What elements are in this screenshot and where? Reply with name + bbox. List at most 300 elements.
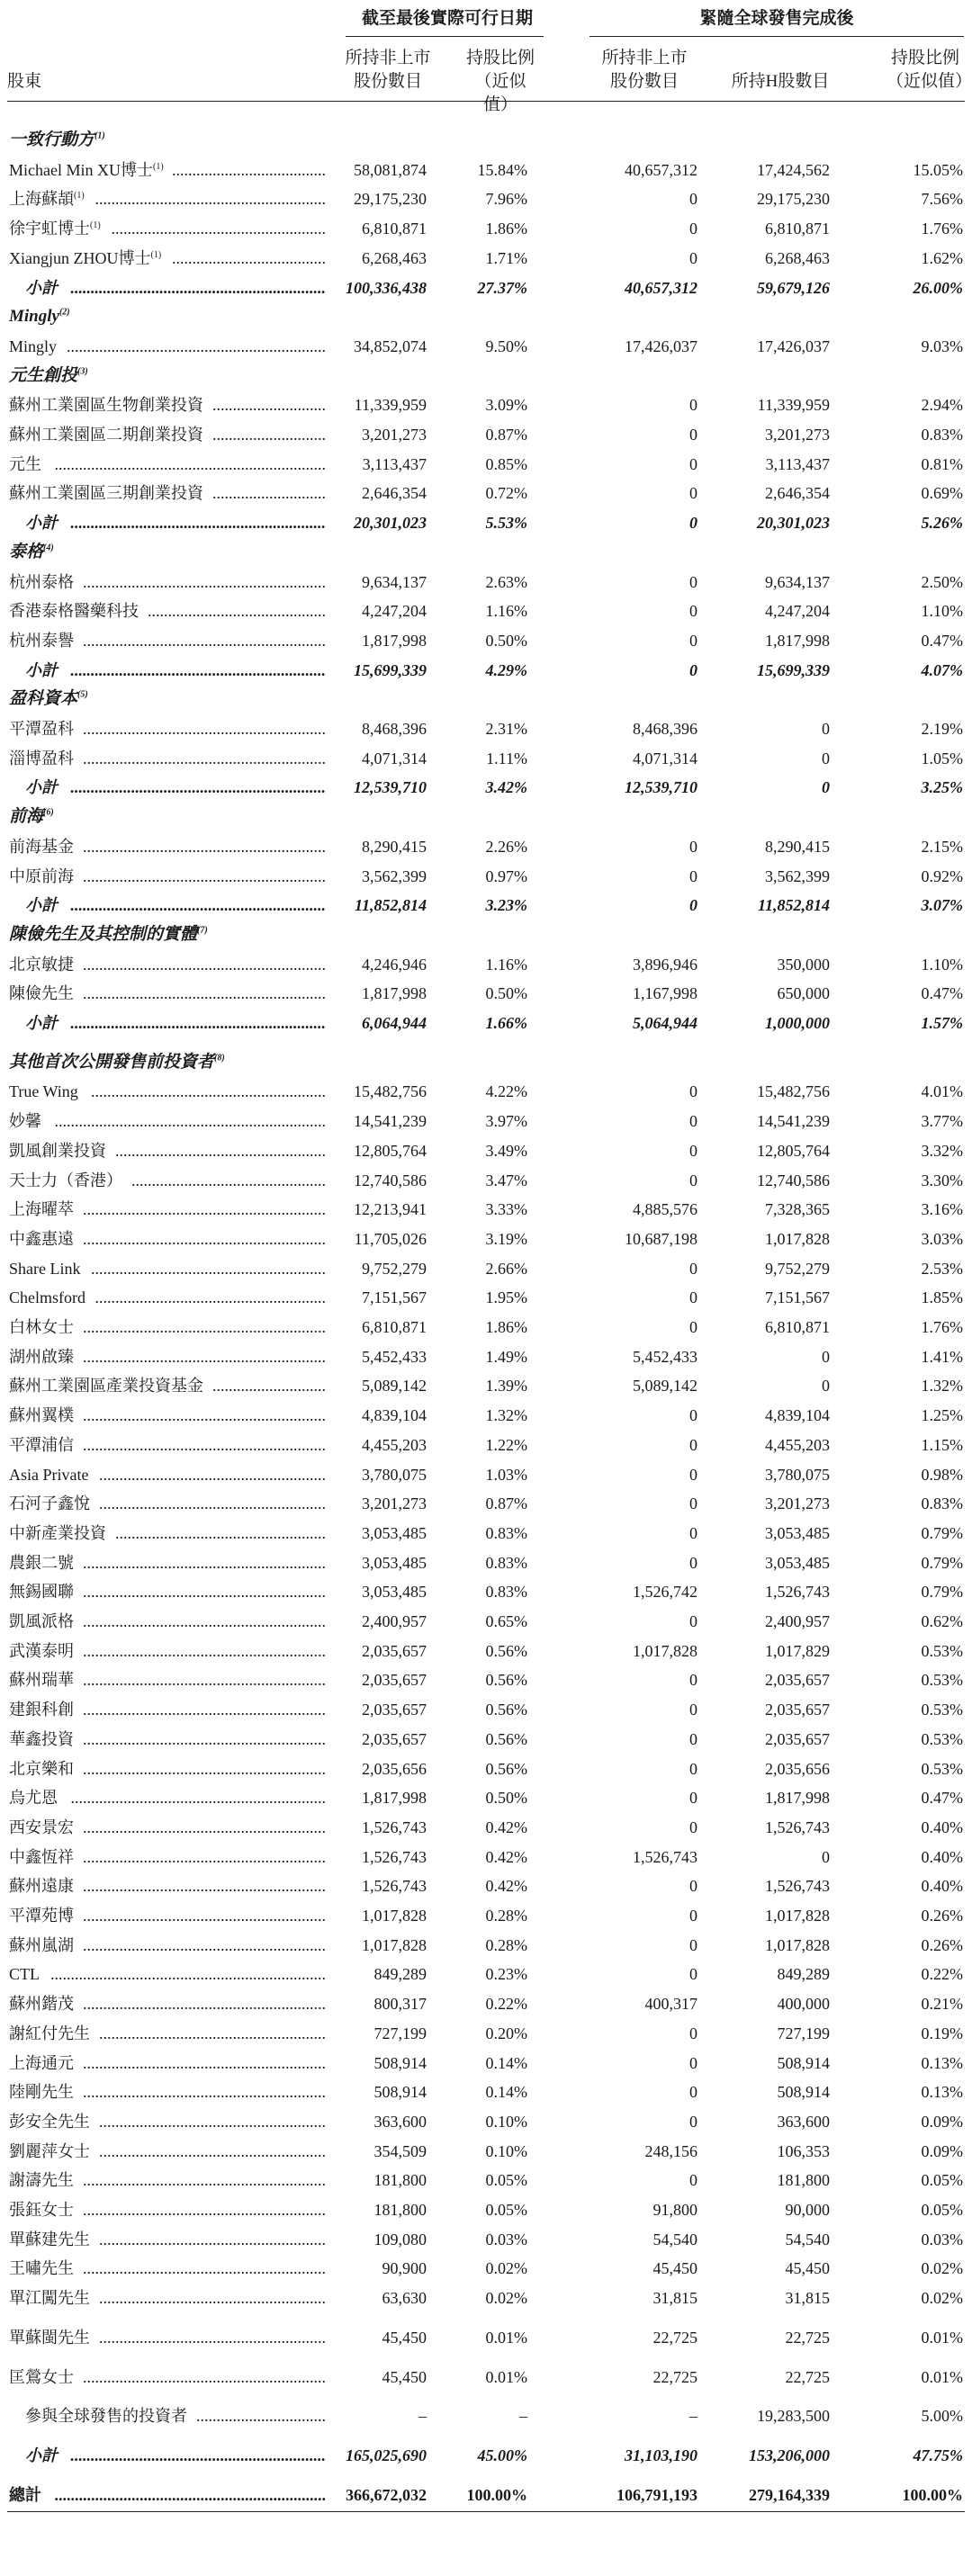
footnote-marker: (3) xyxy=(77,366,88,377)
row-label-text: 參與全球發售的投資者 xyxy=(25,2407,187,2426)
cell-c2: 0.22% xyxy=(485,1995,527,2014)
cell-c5: 9.03% xyxy=(921,337,963,355)
cell-c2: 0.02% xyxy=(485,2259,527,2278)
cell-c4: 59,679,126 xyxy=(757,278,830,297)
cell-c2: 0.03% xyxy=(485,2230,527,2248)
dot-leader: ............................................................... xyxy=(70,896,326,915)
cell-c3: 0 xyxy=(689,1729,698,1748)
cell-c5: 0.79% xyxy=(921,1553,963,1572)
cell-c5: 0.26% xyxy=(921,1907,963,1925)
table-row xyxy=(0,332,972,361)
row-label-text: 蘇州嵐湖 xyxy=(9,1935,74,1954)
cell-c1: 12,805,764 xyxy=(354,1141,427,1160)
table-row xyxy=(0,184,972,213)
dot-leader: ............................................................ xyxy=(83,1877,326,1896)
table-row xyxy=(0,950,972,979)
cell-c3: 0 xyxy=(689,1259,698,1278)
row-label-text: 張鈺女士 xyxy=(9,2201,74,2219)
dot-leader: ............................................................... xyxy=(70,1014,326,1032)
cell-c3: 45,450 xyxy=(652,2259,698,2278)
row-label xyxy=(9,1637,74,1665)
row-label xyxy=(9,2137,90,2166)
dot-leader: ............................................................ xyxy=(83,1641,326,1660)
dot-leader: ........................................................ xyxy=(99,1494,326,1513)
dot-leader: ............................................................ xyxy=(83,1671,326,1690)
cell-c1: 508,914 xyxy=(374,2053,427,2072)
row-label xyxy=(9,126,105,155)
cell-c3: 0 xyxy=(689,484,698,503)
col-header-after-unlisted-shares xyxy=(594,47,695,94)
row-label-text: 謝濤先生 xyxy=(9,2171,74,2190)
cell-c3: 5,064,944 xyxy=(633,1014,698,1032)
cell-c3: 5,089,142 xyxy=(633,1377,698,1396)
row-label xyxy=(9,920,208,949)
table-row xyxy=(0,2195,972,2224)
cell-c3: 0 xyxy=(689,1082,698,1101)
row-label xyxy=(9,2195,74,2224)
row-label xyxy=(25,773,58,802)
cell-c5: 0.53% xyxy=(921,1729,963,1748)
cell-c5: 1.15% xyxy=(921,1435,963,1454)
cell-c5: 1.57% xyxy=(921,1014,963,1032)
row-label-text: 天士力（香港） xyxy=(9,1171,122,1189)
dot-leader: ........................................................ xyxy=(99,2230,326,2248)
row-label-text: 泰格 xyxy=(9,542,44,561)
row-label-text: 湖州啟臻 xyxy=(9,1347,74,1366)
cell-c1: 5,452,433 xyxy=(362,1347,427,1366)
table-row xyxy=(0,1283,972,1312)
cell-c2: 0.01% xyxy=(485,2367,527,2386)
table-row xyxy=(0,2225,972,2254)
cell-c3: 0 xyxy=(689,602,698,621)
row-label xyxy=(9,862,74,891)
row-label-text: 白林女士 xyxy=(9,1318,74,1336)
cell-c2: 3.33% xyxy=(485,1200,527,1219)
cell-c3: 106,791,193 xyxy=(616,2485,698,2504)
table-row xyxy=(0,1371,972,1400)
row-label xyxy=(9,214,101,243)
cell-c1: 2,035,656 xyxy=(362,1759,427,1778)
table-row xyxy=(0,1195,972,1224)
table-row xyxy=(0,626,972,655)
cell-c2: 0.05% xyxy=(485,2201,527,2219)
cell-c5: 5.26% xyxy=(921,514,963,533)
table-row xyxy=(0,1931,972,1960)
cell-c5: 3.25% xyxy=(921,778,963,797)
cell-c3: 8,468,396 xyxy=(633,720,698,738)
cell-c2: 3.19% xyxy=(485,1229,527,1248)
cell-c2: 1.16% xyxy=(485,955,527,974)
cell-c5: 0.01% xyxy=(921,2328,963,2347)
cell-c1: 6,810,871 xyxy=(362,220,427,238)
table-row xyxy=(0,862,972,891)
dot-leader: ............................................ xyxy=(148,602,326,621)
cell-c2: 0.42% xyxy=(485,1847,527,1866)
col-header-shareholder: 股東 xyxy=(7,72,42,91)
row-label xyxy=(9,2019,90,2048)
cell-c5: 0.53% xyxy=(921,1641,963,1660)
cell-c1: 45,450 xyxy=(382,2328,427,2347)
cell-c4: 17,424,562 xyxy=(757,160,830,179)
row-label-text: 凱風派格 xyxy=(9,1612,74,1630)
col-header-current-shares xyxy=(338,47,437,94)
dot-leader: ................................................................... xyxy=(54,454,326,473)
row-label-text: 元生 xyxy=(9,454,41,473)
cell-c3: 4,071,314 xyxy=(633,749,698,767)
dot-leader: ............................................................ xyxy=(83,720,326,738)
cell-c2: 0.87% xyxy=(485,426,527,444)
dot-leader: ............................................................ xyxy=(83,2259,326,2278)
dot-leader: ........................................................ xyxy=(99,2141,326,2160)
footnote-marker: (7) xyxy=(197,925,208,936)
cell-c3: 1,017,828 xyxy=(633,1641,698,1660)
cell-c2: 1.86% xyxy=(485,1318,527,1336)
row-label xyxy=(9,685,88,714)
cell-c5: 0.01% xyxy=(921,2367,963,2386)
row-label xyxy=(9,1342,74,1371)
dot-leader: ............................ xyxy=(212,426,326,444)
cell-c4: 363,600 xyxy=(777,2112,830,2131)
cell-c1: 9,752,279 xyxy=(362,1259,427,1278)
cell-c5: 5.00% xyxy=(921,2407,963,2426)
row-label xyxy=(9,832,74,861)
table-row xyxy=(0,1577,972,1606)
row-label-text: 武漢泰明 xyxy=(9,1641,74,1660)
cell-c2: 0.50% xyxy=(485,631,527,650)
cell-c3: 0 xyxy=(689,1553,698,1572)
row-label-text: 小計 xyxy=(25,778,58,797)
table-row xyxy=(0,156,972,184)
cell-c3: 0 xyxy=(689,1112,698,1131)
row-label xyxy=(9,244,161,273)
cell-c3: 0 xyxy=(689,2083,698,2102)
dot-leader: .......................................................... xyxy=(91,1259,326,1278)
cell-c1: 2,646,354 xyxy=(362,484,427,503)
dot-leader: ................................................................... xyxy=(54,2485,326,2504)
row-label-text: 總計 xyxy=(9,2485,41,2504)
cell-c2: 2.63% xyxy=(485,572,527,591)
row-label xyxy=(9,1166,122,1195)
cell-c2: 0.10% xyxy=(485,2141,527,2160)
cell-c3: 0 xyxy=(689,1171,698,1189)
cell-c1: 3,562,399 xyxy=(362,866,427,885)
cell-c2: 15.84% xyxy=(477,160,527,179)
cell-c4: 3,780,075 xyxy=(765,1465,830,1484)
table-row xyxy=(0,1489,972,1518)
row-label xyxy=(9,2363,74,2392)
dot-leader: ............................................................... xyxy=(70,278,326,297)
cell-c3: 0 xyxy=(689,1288,698,1307)
cell-c3: 22,725 xyxy=(652,2328,698,2347)
row-label xyxy=(9,1783,58,1812)
row-label-text: Asia Private xyxy=(9,1465,89,1484)
dot-leader: ............................ xyxy=(212,396,326,415)
row-label-text: 香港泰格醫藥科技 xyxy=(9,602,139,621)
col-header-after-percent-line1: 持股比例 xyxy=(890,49,959,67)
table-row xyxy=(0,2049,972,2078)
cell-c5: 4.01% xyxy=(921,1082,963,1101)
total-row xyxy=(0,2481,972,2509)
cell-c3: 0 xyxy=(689,866,698,885)
row-label xyxy=(9,538,54,567)
cell-c4: 90,000 xyxy=(785,2201,830,2219)
row-label xyxy=(9,1901,74,1930)
cell-c2: 3.09% xyxy=(485,396,527,415)
cell-c4: 849,289 xyxy=(777,1965,830,1984)
row-label-text: 建銀科創 xyxy=(9,1701,74,1719)
dot-leader: ........................................................ xyxy=(99,2289,326,2308)
dot-leader: ............................................................ xyxy=(83,1729,326,1748)
cell-c3: 1,526,742 xyxy=(633,1583,698,1602)
cell-c4: 45,450 xyxy=(785,2259,830,2278)
cell-c3: 1,526,743 xyxy=(633,1847,698,1866)
group-row xyxy=(0,126,972,155)
table-row xyxy=(0,979,972,1008)
col-header-after-percent xyxy=(886,47,972,94)
row-label xyxy=(25,274,58,302)
row-label-text: 蘇州工業園區生物創業投資 xyxy=(9,396,203,415)
cell-c4: 6,810,871 xyxy=(765,220,830,238)
cell-c2: 1.95% xyxy=(485,1288,527,1307)
row-label xyxy=(9,1460,88,1489)
cell-c4: 14,541,239 xyxy=(757,1112,830,1131)
row-label xyxy=(9,1931,74,1960)
cell-c4: 2,035,657 xyxy=(765,1671,830,1690)
cell-c3: 1,167,998 xyxy=(633,984,698,1003)
row-label xyxy=(9,1136,106,1165)
cell-c4: 0 xyxy=(822,1377,830,1396)
row-label-text: 小計 xyxy=(25,896,58,915)
cell-c1: 11,339,959 xyxy=(354,396,427,415)
table-row xyxy=(0,832,972,861)
cell-c3: 0 xyxy=(689,1494,698,1513)
cell-c2: 7.96% xyxy=(485,190,527,209)
cell-c5: 0.21% xyxy=(921,1995,963,2014)
row-label xyxy=(9,2254,74,2283)
cell-c1: 2,035,657 xyxy=(362,1729,427,1748)
dot-leader: ...................................... xyxy=(172,160,326,179)
cell-c5: 0.26% xyxy=(921,1935,963,1954)
dot-leader: .................................................... xyxy=(115,1141,326,1160)
group-header-after-offering-rule xyxy=(590,36,964,37)
row-label xyxy=(9,1519,106,1548)
cell-c2: 100.00% xyxy=(466,2485,527,2504)
dot-leader: ................................................................... xyxy=(54,1112,326,1131)
cell-c2: 0.42% xyxy=(485,1818,527,1836)
cell-c1: 4,247,204 xyxy=(362,602,427,621)
cell-c1: 1,526,743 xyxy=(362,1818,427,1836)
row-label xyxy=(9,2166,74,2195)
dot-leader: ............................................................... xyxy=(70,660,326,679)
cell-c1: 1,526,743 xyxy=(362,1847,427,1866)
cell-c1: 1,817,998 xyxy=(362,984,427,1003)
cell-c1: 3,780,075 xyxy=(362,1465,427,1484)
group-header-after-offering: 緊隨全球發售完成後 xyxy=(699,9,854,28)
row-label-text: 平潭浦信 xyxy=(9,1435,74,1454)
cell-c3: 0 xyxy=(689,837,698,856)
table-row xyxy=(0,1107,972,1135)
cell-c2: 2.31% xyxy=(485,720,527,738)
cell-c1: 63,630 xyxy=(382,2289,427,2308)
cell-c4: 3,113,437 xyxy=(765,454,830,473)
table-row xyxy=(0,1342,972,1371)
dot-leader: ............................ xyxy=(212,1377,326,1396)
cell-c2: 45.00% xyxy=(477,2446,527,2464)
row-label xyxy=(9,1431,74,1459)
row-label-text: 北京敏捷 xyxy=(9,955,74,974)
row-label-text: 中新產業投資 xyxy=(9,1523,106,1542)
table-row xyxy=(0,420,972,449)
cell-c3: 17,426,037 xyxy=(625,337,698,355)
cell-c4: 22,725 xyxy=(785,2367,830,2386)
row-label xyxy=(9,1077,78,1106)
cell-c2: 3.49% xyxy=(485,1141,527,1160)
table-row xyxy=(0,390,972,419)
cell-c4: 1,817,998 xyxy=(765,631,830,650)
dot-leader: ................................................ xyxy=(131,1171,326,1189)
cell-c5: 2.50% xyxy=(921,572,963,591)
cell-c1: 90,900 xyxy=(382,2259,427,2278)
cell-c1: 3,053,485 xyxy=(362,1553,427,1572)
row-label-text: True Wing xyxy=(9,1082,78,1101)
cell-c3: 248,156 xyxy=(644,2141,698,2160)
cell-c4: 3,201,273 xyxy=(765,1494,830,1513)
cell-c4: 4,839,104 xyxy=(765,1406,830,1425)
cell-c4: 400,000 xyxy=(777,1995,830,2014)
cell-c3: 0 xyxy=(689,2024,698,2042)
cell-c5: 0.02% xyxy=(921,2289,963,2308)
row-label-text: Michael Min XU博士 xyxy=(9,160,153,179)
dot-leader: ............................................................ xyxy=(83,1759,326,1778)
cell-c2: 0.56% xyxy=(485,1729,527,1748)
cell-c1: 5,089,142 xyxy=(362,1377,427,1396)
cell-c5: 0.09% xyxy=(921,2141,963,2160)
cell-c2: 1.22% xyxy=(485,1435,527,1454)
dot-leader: ............................................................ xyxy=(83,1347,326,1366)
cell-c4: 11,852,814 xyxy=(757,896,830,915)
cell-c2: 3.23% xyxy=(485,896,527,915)
cell-c3: 40,657,312 xyxy=(625,278,698,297)
row-label-text: 元生創投 xyxy=(9,365,78,385)
cell-c3: 0 xyxy=(689,1935,698,1954)
cell-c5: 3.77% xyxy=(921,1112,963,1131)
row-label xyxy=(9,2323,90,2352)
cell-c4: 11,339,959 xyxy=(757,396,830,415)
cell-c5: 0.53% xyxy=(921,1671,963,1690)
cell-c3: 31,103,190 xyxy=(625,2446,698,2464)
cell-c3: 0 xyxy=(689,1789,698,1808)
row-label xyxy=(9,626,74,655)
cell-c1: 363,600 xyxy=(374,2112,427,2131)
cell-c2: 0.10% xyxy=(485,2112,527,2131)
cell-c3: 91,800 xyxy=(652,2201,698,2219)
row-label-text: 單江闖先生 xyxy=(9,2289,90,2308)
cell-c5: 1.76% xyxy=(921,1318,963,1336)
cell-c5: 7.56% xyxy=(921,190,963,209)
cell-c3: 10,687,198 xyxy=(625,1229,698,1248)
cell-c1: 8,468,396 xyxy=(362,720,427,738)
cell-c1: 3,113,437 xyxy=(362,454,427,473)
row-label xyxy=(25,1009,58,1037)
table-row xyxy=(0,597,972,625)
dot-leader: ............................ xyxy=(212,484,326,503)
cell-c4: 7,328,365 xyxy=(765,1200,830,1219)
group-header-current: 截至最後實際可行日期 xyxy=(361,9,533,28)
dot-leader: ...................................... xyxy=(172,248,326,267)
cell-c2: 4.22% xyxy=(485,1082,527,1101)
dot-leader: ............................................................ xyxy=(83,1583,326,1602)
cell-c4: 153,206,000 xyxy=(749,2446,830,2464)
cell-c3: 0 xyxy=(689,2171,698,2190)
cell-c4: 3,562,399 xyxy=(765,866,830,885)
dot-leader: ............................................................... xyxy=(70,778,326,797)
cell-c3: 0 xyxy=(689,1406,698,1425)
table-row xyxy=(0,1813,972,1842)
cell-c3: 12,539,710 xyxy=(625,778,698,797)
row-label xyxy=(9,1225,74,1253)
group-row xyxy=(0,362,972,390)
table-row xyxy=(0,1637,972,1665)
row-label-text: 蘇州工業園區產業投資基金 xyxy=(9,1377,203,1396)
cell-c5: 1.76% xyxy=(921,220,963,238)
dot-leader: ............................................................ xyxy=(83,1435,326,1454)
row-label-text: 中鑫惠遠 xyxy=(9,1229,74,1248)
cell-c2: 2.66% xyxy=(485,1259,527,1278)
table-row xyxy=(0,1548,972,1577)
row-label xyxy=(9,450,41,479)
cell-c2: 1.66% xyxy=(485,1014,527,1032)
footnote-marker: (1) xyxy=(90,220,101,231)
footnote-marker: (1) xyxy=(94,130,105,141)
cell-c4: 0 xyxy=(822,749,830,767)
cell-c2: 9.50% xyxy=(485,337,527,355)
row-label xyxy=(9,2284,90,2312)
cell-c5: 0.47% xyxy=(921,984,963,1003)
cell-c5: 4.07% xyxy=(921,660,963,679)
row-label-text: 石河子鑫悅 xyxy=(9,1494,90,1513)
cell-c2: 1.16% xyxy=(485,602,527,621)
cell-c1: 12,539,710 xyxy=(354,778,427,797)
dot-leader: ............................................................ xyxy=(83,1907,326,1925)
row-label xyxy=(9,1607,74,1636)
group-row xyxy=(0,685,972,714)
table-row xyxy=(0,214,972,243)
cell-c4: 0 xyxy=(822,778,830,797)
cell-c5: 0.40% xyxy=(921,1847,963,1866)
cell-c3: 0 xyxy=(689,190,698,209)
table-row xyxy=(0,714,972,743)
cell-c2: 0.56% xyxy=(485,1701,527,1719)
table-row xyxy=(0,1460,972,1489)
row-label-text: 小計 xyxy=(25,278,58,297)
footnote-marker: (4) xyxy=(43,543,54,553)
cell-c3: 3,896,946 xyxy=(633,955,698,974)
row-label-text: Share Link xyxy=(9,1259,81,1278)
col-header-current-percent-line2: （近似值） xyxy=(474,72,526,114)
header-bottom-rule xyxy=(7,101,965,102)
cell-c5: 0.09% xyxy=(921,2112,963,2131)
table-row xyxy=(0,1783,972,1812)
cell-c3: 0 xyxy=(689,572,698,591)
row-label xyxy=(9,950,74,979)
cell-c5: 0.47% xyxy=(921,631,963,650)
cell-c4: 508,914 xyxy=(777,2083,830,2102)
row-label xyxy=(9,1254,80,1283)
row-label-text: 單蘇建先生 xyxy=(9,2230,90,2248)
dot-leader: ............................................................ xyxy=(83,955,326,974)
participants-row xyxy=(0,2401,972,2430)
cell-c1: 34,852,074 xyxy=(354,337,427,355)
